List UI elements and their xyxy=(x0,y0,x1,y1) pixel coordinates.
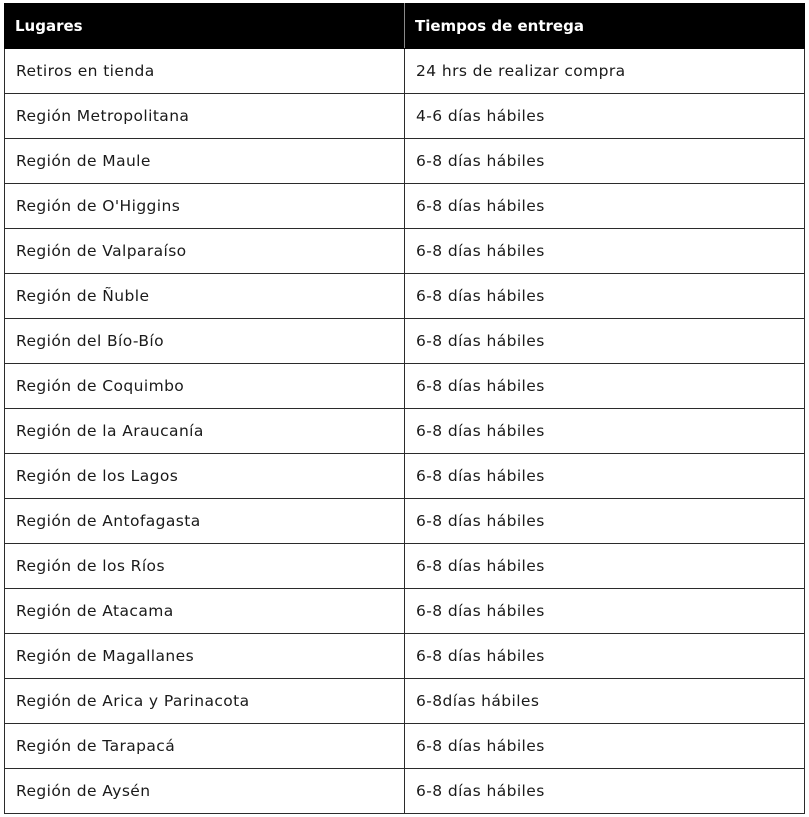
place-cell: Región de Tarapacá xyxy=(5,724,405,769)
delivery-time-cell: 6-8días hábiles xyxy=(405,679,805,724)
delivery-time-cell: 6-8 días hábiles xyxy=(405,724,805,769)
place-cell: Región de Ñuble xyxy=(5,274,405,319)
place-cell: Región de Coquimbo xyxy=(5,364,405,409)
header-lugares: Lugares xyxy=(5,4,405,49)
table-row xyxy=(5,184,805,229)
table-row xyxy=(5,454,805,499)
table-row xyxy=(5,229,805,274)
table-body xyxy=(5,49,805,814)
place-cell: Región de Maule xyxy=(5,139,405,184)
place-cell: Región de los Ríos xyxy=(5,544,405,589)
delivery-time-cell: 6-8 días hábiles xyxy=(405,364,805,409)
table-row xyxy=(5,589,805,634)
delivery-times-table-container xyxy=(4,3,804,814)
table-row xyxy=(5,139,805,184)
place-cell: Región de los Lagos xyxy=(5,454,405,499)
delivery-time-cell: 6-8 días hábiles xyxy=(405,589,805,634)
delivery-time-cell: 6-8 días hábiles xyxy=(405,319,805,364)
delivery-time-cell: 6-8 días hábiles xyxy=(405,544,805,589)
place-cell: Región de Magallanes xyxy=(5,634,405,679)
table-row xyxy=(5,499,805,544)
table-row xyxy=(5,724,805,769)
place-cell: Región Metropolitana xyxy=(5,94,405,139)
delivery-time-cell: 6-8 días hábiles xyxy=(405,139,805,184)
delivery-times-table xyxy=(4,3,805,814)
header-row xyxy=(5,4,805,49)
table-row xyxy=(5,409,805,454)
table-row xyxy=(5,274,805,319)
table-row xyxy=(5,94,805,139)
place-cell: Región de Aysén xyxy=(5,769,405,814)
place-cell: Región de Atacama xyxy=(5,589,405,634)
table-row xyxy=(5,679,805,724)
delivery-time-cell: 6-8 días hábiles xyxy=(405,184,805,229)
delivery-time-cell: 6-8 días hábiles xyxy=(405,409,805,454)
table-row xyxy=(5,364,805,409)
place-cell: Región de Valparaíso xyxy=(5,229,405,274)
delivery-time-cell: 6-8 días hábiles xyxy=(405,499,805,544)
table-row xyxy=(5,634,805,679)
place-cell: Región de O'Higgins xyxy=(5,184,405,229)
place-cell: Región de Arica y Parinacota xyxy=(5,679,405,724)
table-header xyxy=(5,4,805,49)
delivery-time-cell: 6-8 días hábiles xyxy=(405,274,805,319)
delivery-time-cell: 6-8 días hábiles xyxy=(405,454,805,499)
table-row xyxy=(5,769,805,814)
delivery-time-cell: 6-8 días hábiles xyxy=(405,229,805,274)
place-cell: Región de Antofagasta xyxy=(5,499,405,544)
delivery-time-cell: 6-8 días hábiles xyxy=(405,634,805,679)
delivery-time-cell: 6-8 días hábiles xyxy=(405,769,805,814)
table-row xyxy=(5,49,805,94)
delivery-time-cell: 4-6 días hábiles xyxy=(405,94,805,139)
table-row xyxy=(5,544,805,589)
delivery-time-cell: 24 hrs de realizar compra xyxy=(405,49,805,94)
header-tiempos-de-entrega: Tiempos de entrega xyxy=(405,4,805,49)
place-cell: Retiros en tienda xyxy=(5,49,405,94)
place-cell: Región de la Araucanía xyxy=(5,409,405,454)
place-cell: Región del Bío-Bío xyxy=(5,319,405,364)
table-row xyxy=(5,319,805,364)
